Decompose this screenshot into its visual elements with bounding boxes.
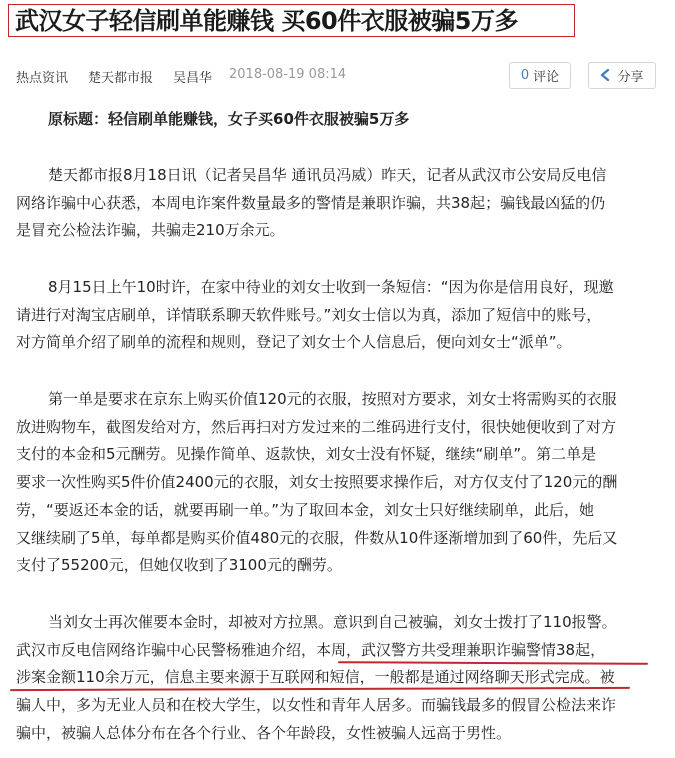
paragraph-line: 支付了55200元，但她仅收到了3100元的酬劳。 <box>16 556 342 574</box>
paragraph-line: 8月15日上午10时许，在家中待业的刘女士收到一条短信：“因为你是信用良好，现邀 <box>48 278 614 296</box>
author-label: 吴昌华 <box>173 71 213 86</box>
paragraph-line: 劳，“要返还本金的话，就要再刷一单。”为了取回本金，刘女士只好继续刷单，此后，她 <box>16 501 595 519</box>
paragraph-line: 是冒充公检法诈骗，共骗走210万余元。 <box>16 221 285 239</box>
comment-label: 评论 <box>533 70 560 85</box>
paragraph-line: 对方简单介绍了刷单的流程和规则，登记了刘女士个人信息后，便向刘女士“派单”。 <box>16 333 572 351</box>
original-title: 原标题：轻信刷单能赚钱，女子买60件衣服被骗5万多 <box>48 110 410 128</box>
share-icon <box>600 67 609 85</box>
publish-datetime: 2018-08-19 08:14 <box>229 67 347 82</box>
paragraph-line: 又继续刷了5单，每单都是购买价值480元的衣服，件数从10件逐渐增加到了60件，先后又 <box>16 529 618 547</box>
channel-label[interactable]: 热点资讯 <box>16 71 69 86</box>
share-button[interactable] <box>588 62 656 89</box>
title-highlight-box <box>8 4 575 37</box>
comment-button[interactable] <box>509 62 571 89</box>
article-title: 武汉女子轻信刷单能赚钱 买60件衣服被骗5万多 <box>15 6 518 35</box>
paragraph-line: 涉案金额110余万元，信息主要来源于互联网和短信，一般都是通过网络聊天形式完成。被 <box>16 668 615 686</box>
paragraph-line: 骗中，被骗人总体分布在各个行业、各个年龄段，女性被骗人远高于男性。 <box>16 724 512 742</box>
highlight-underline-1 <box>338 661 648 665</box>
paragraph-line: 骗人中，多为无业人员和在校大学生，以女性和青年人居多。而骗钱最多的假冒公检法来诈 <box>16 696 617 714</box>
paragraph-line: 第一单是要求在京东上购买价值120元的衣服，按照对方要求，刘女士将需购买的衣服 <box>48 390 617 408</box>
paragraph-line: 支付的本金和5元酬劳。见操作简单、返款快，刘女士没有怀疑，继续“刷单”。第二单是 <box>16 445 597 463</box>
paragraph-line: 网络诈骗中心获悉，本周电诈案件数量最多的警情是兼职诈骗，共38起；骗钱最凶猛的仍 <box>16 194 606 212</box>
paragraph-line: 楚天都市报8月18日讯（记者吴昌华 通讯员冯威）昨天，记者从武汉市公安局反电信 <box>48 166 607 184</box>
share-label: 分享 <box>617 70 644 85</box>
article-meta <box>0 60 675 90</box>
comment-count: 0 <box>520 68 530 83</box>
paragraph-line: 武汉市反电信网络诈骗中心民警杨雅迪介绍，本周，武汉警方共受理兼职诈骗警情38起， <box>16 641 606 659</box>
highlight-underline-2 <box>10 687 630 691</box>
paragraph-line: 要求一次性购买5件价值2400元的衣服，刘女士按照要求操作后，对方仅支付了120元的酬 <box>16 473 618 491</box>
source-label: 楚天都市报 <box>88 71 154 86</box>
paragraph-line: 当刘女士再次催要本金时，却被对方拉黑。意识到自己被骗，刘女士拨打了110报警。 <box>48 613 617 631</box>
paragraph-line: 请进行对淘宝店刷单，详情联系聊天软件账号。”刘女士信以为真，添加了短信中的账号， <box>16 306 602 324</box>
paragraph-line: 放进购物车，截图发给对方，然后再扫对方发过来的二维码进行支付，很快她便收到了对方 <box>16 418 617 436</box>
